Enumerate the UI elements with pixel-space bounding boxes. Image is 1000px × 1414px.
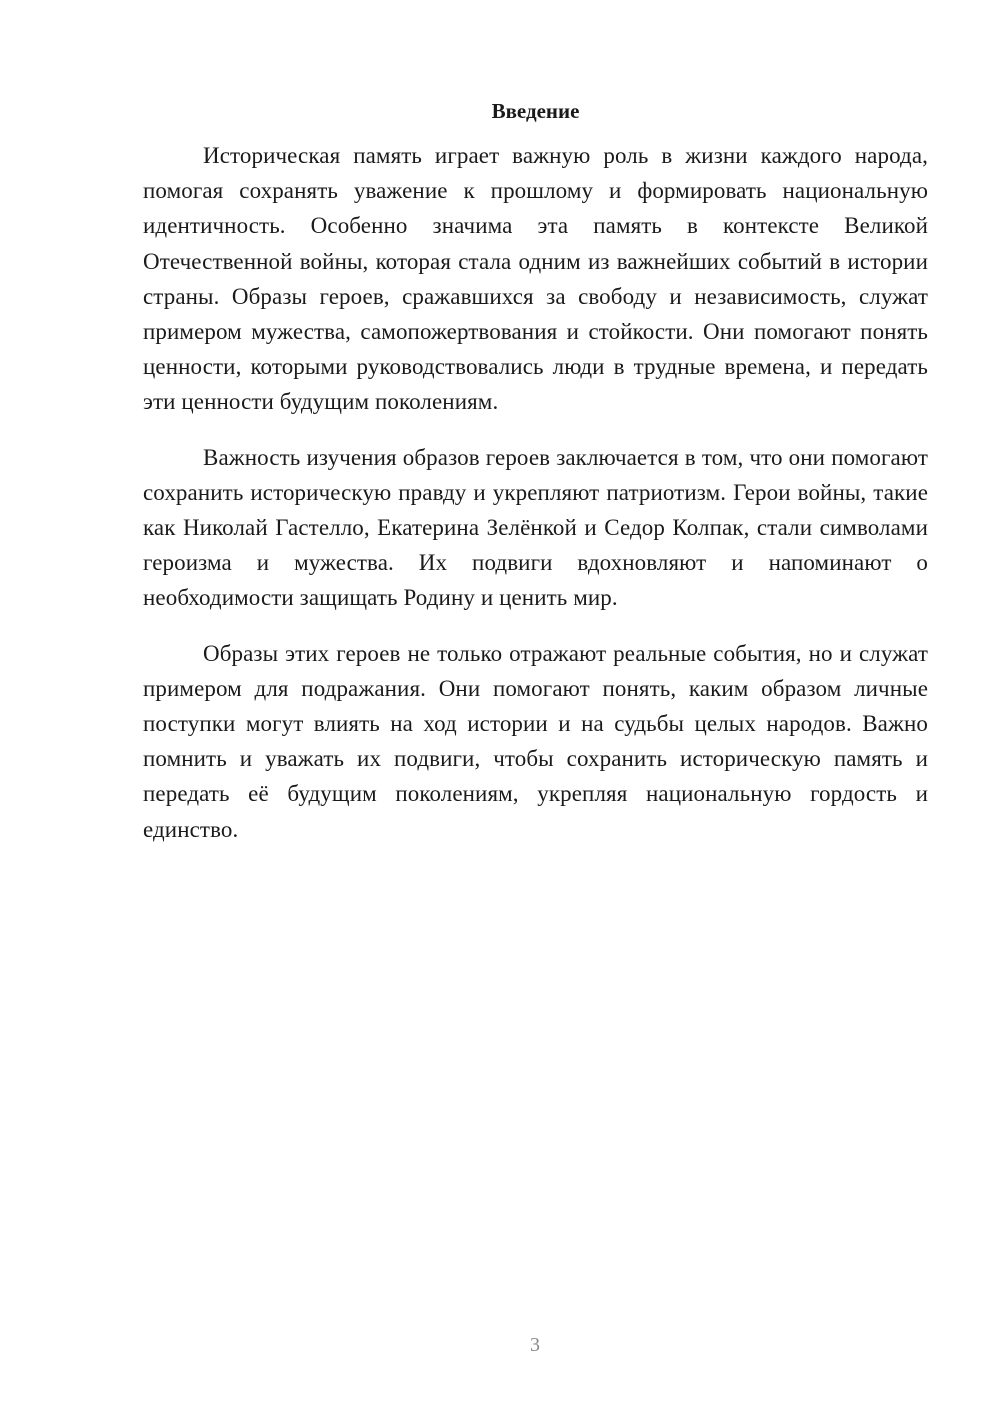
paragraph-3: Образы этих героев не только отражают реальные события, но и служат примером для подражания. Они помогают понять, каким образом личные поступки могут влиять на ход истории и на судьбы целых народов. Важно помнить и уважать их подвиги, чтобы сохранить историческую память и передать её будущим поколениям, укрепляя национальную гордость и единство.	[143, 640, 928, 842]
paragraph-1: Историческая память играет важную роль в жизни каждого народа, помогая сохранять уважение к прошлому и формировать национальную идентичность. Особенно значима эта память в контексте Великой Отечественной войны, которая стала одним из важнейших событий в истории страны. Образы героев, сражавшихся за свободу и независимость, служат примером мужества, самопожертвования и стойкости. Они помогают понять ценности, которыми руководствовались люди в трудные времена, и передать эти ценности будущим поколениям.	[143, 143, 928, 415]
section-heading: Введение	[491, 99, 580, 123]
page-content	[143, 96, 928, 867]
page-number: 3	[530, 1334, 540, 1356]
paragraph-2: Важность изучения образов героев заключается в том, что они помогают сохранить историческую правду и укрепляют патриотизм. Герои войны, такие как Николай Гастелло, Екатерина Зелёнкой и Седор Колпак, стали символами героизма и мужества. Их подвиги вдохновляют и напоминают о необходимости защищать Родину и ценить мир.	[143, 444, 928, 611]
